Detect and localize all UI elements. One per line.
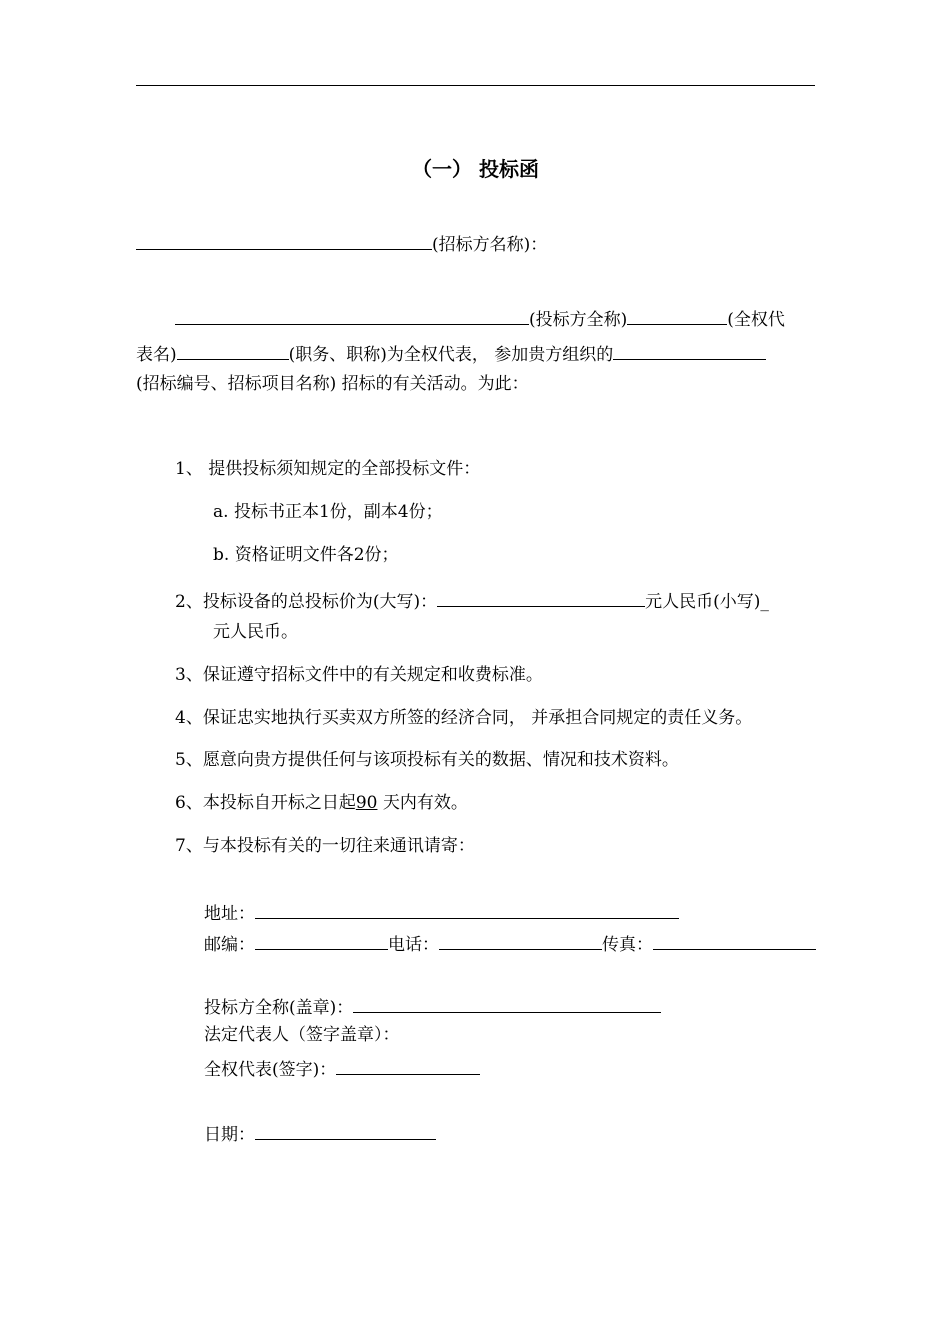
phone-label: 电话： (388, 935, 439, 955)
intro-line-3: (招标编号、招标项目名称) 招标的有关活动。为此： (136, 374, 529, 394)
item-6-text: 6、本投标自开标之日起 (175, 793, 356, 813)
item-2-text: 2、投标设备的总投标价为(大写)： (175, 592, 438, 612)
date-label: 日期： (204, 1125, 255, 1145)
intro-rep-label: (全权代 (727, 310, 785, 330)
item-5: 5、愿意向贵方提供任何与该项投标有关的数据、情况和技术资料。 (175, 750, 679, 770)
authorized-name-blank[interactable] (627, 305, 727, 325)
project-blank[interactable] (613, 340, 766, 360)
date-blank[interactable] (255, 1120, 436, 1140)
bidder-fullname-blank[interactable] (175, 305, 529, 325)
legal-rep-line: 法定代表人（签字盖章）： (204, 1025, 400, 1045)
item-4: 4、保证忠实地执行买卖双方所签的经济合同， 并承担合同规定的责任义务。 (175, 708, 753, 728)
intro-line-2 (136, 340, 766, 366)
item-2-currency: 元人民币(小写)_ (645, 592, 769, 612)
authorized-sign-label: 全权代表(签字)： (204, 1060, 337, 1080)
tenderer-name-blank[interactable] (136, 230, 432, 250)
phone-blank[interactable] (439, 930, 602, 950)
item-1a: a. 投标书正本1份，副本4份； (213, 502, 443, 522)
position-blank[interactable] (177, 340, 289, 360)
bidder-seal-label: 投标方全称(盖章)： (204, 998, 354, 1018)
addressee-line (136, 230, 547, 256)
item-2 (175, 587, 769, 613)
fax-blank[interactable] (653, 930, 816, 950)
postcode-blank[interactable] (255, 930, 388, 950)
validity-days: 90 (355, 793, 378, 813)
addressee-suffix: (招标方名称)： (432, 235, 548, 255)
address-label: 地址： (204, 904, 255, 924)
item-2-cont: 元人民币。 (213, 622, 298, 642)
authorized-sign-line (204, 1055, 480, 1081)
address-blank[interactable] (255, 899, 679, 919)
item-1b: b. 资格证明文件各2份； (213, 545, 399, 565)
price-words-blank[interactable] (437, 587, 645, 607)
intro-rep-label-cont: 表名) (136, 345, 177, 365)
authorized-sign-blank[interactable] (336, 1055, 480, 1075)
item-3: 3、保证遵守招标文件中的有关规定和收费标准。 (175, 665, 543, 685)
contact-line (204, 930, 816, 956)
page-title: （一） 投标函 (412, 157, 539, 181)
bidder-seal-line (204, 993, 661, 1019)
item-6 (175, 792, 468, 814)
intro-bidder-label: (投标方全称) (529, 310, 628, 330)
intro-position-text: (职务、职称)为全权代表， 参加贵方组织的 (288, 345, 614, 365)
intro-line-1 (175, 305, 785, 331)
fax-label: 传真： (602, 935, 653, 955)
item-1: 1、 提供投标须知规定的全部投标文件： (175, 459, 481, 479)
item-7: 7、与本投标有关的一切往来通讯请寄： (175, 836, 475, 856)
bidder-seal-blank[interactable] (353, 993, 661, 1013)
postcode-label: 邮编： (204, 935, 255, 955)
address-line (204, 899, 679, 925)
item-6-text-end: 天内有效。 (377, 793, 468, 813)
date-line (204, 1120, 436, 1146)
header-rule (136, 85, 815, 86)
